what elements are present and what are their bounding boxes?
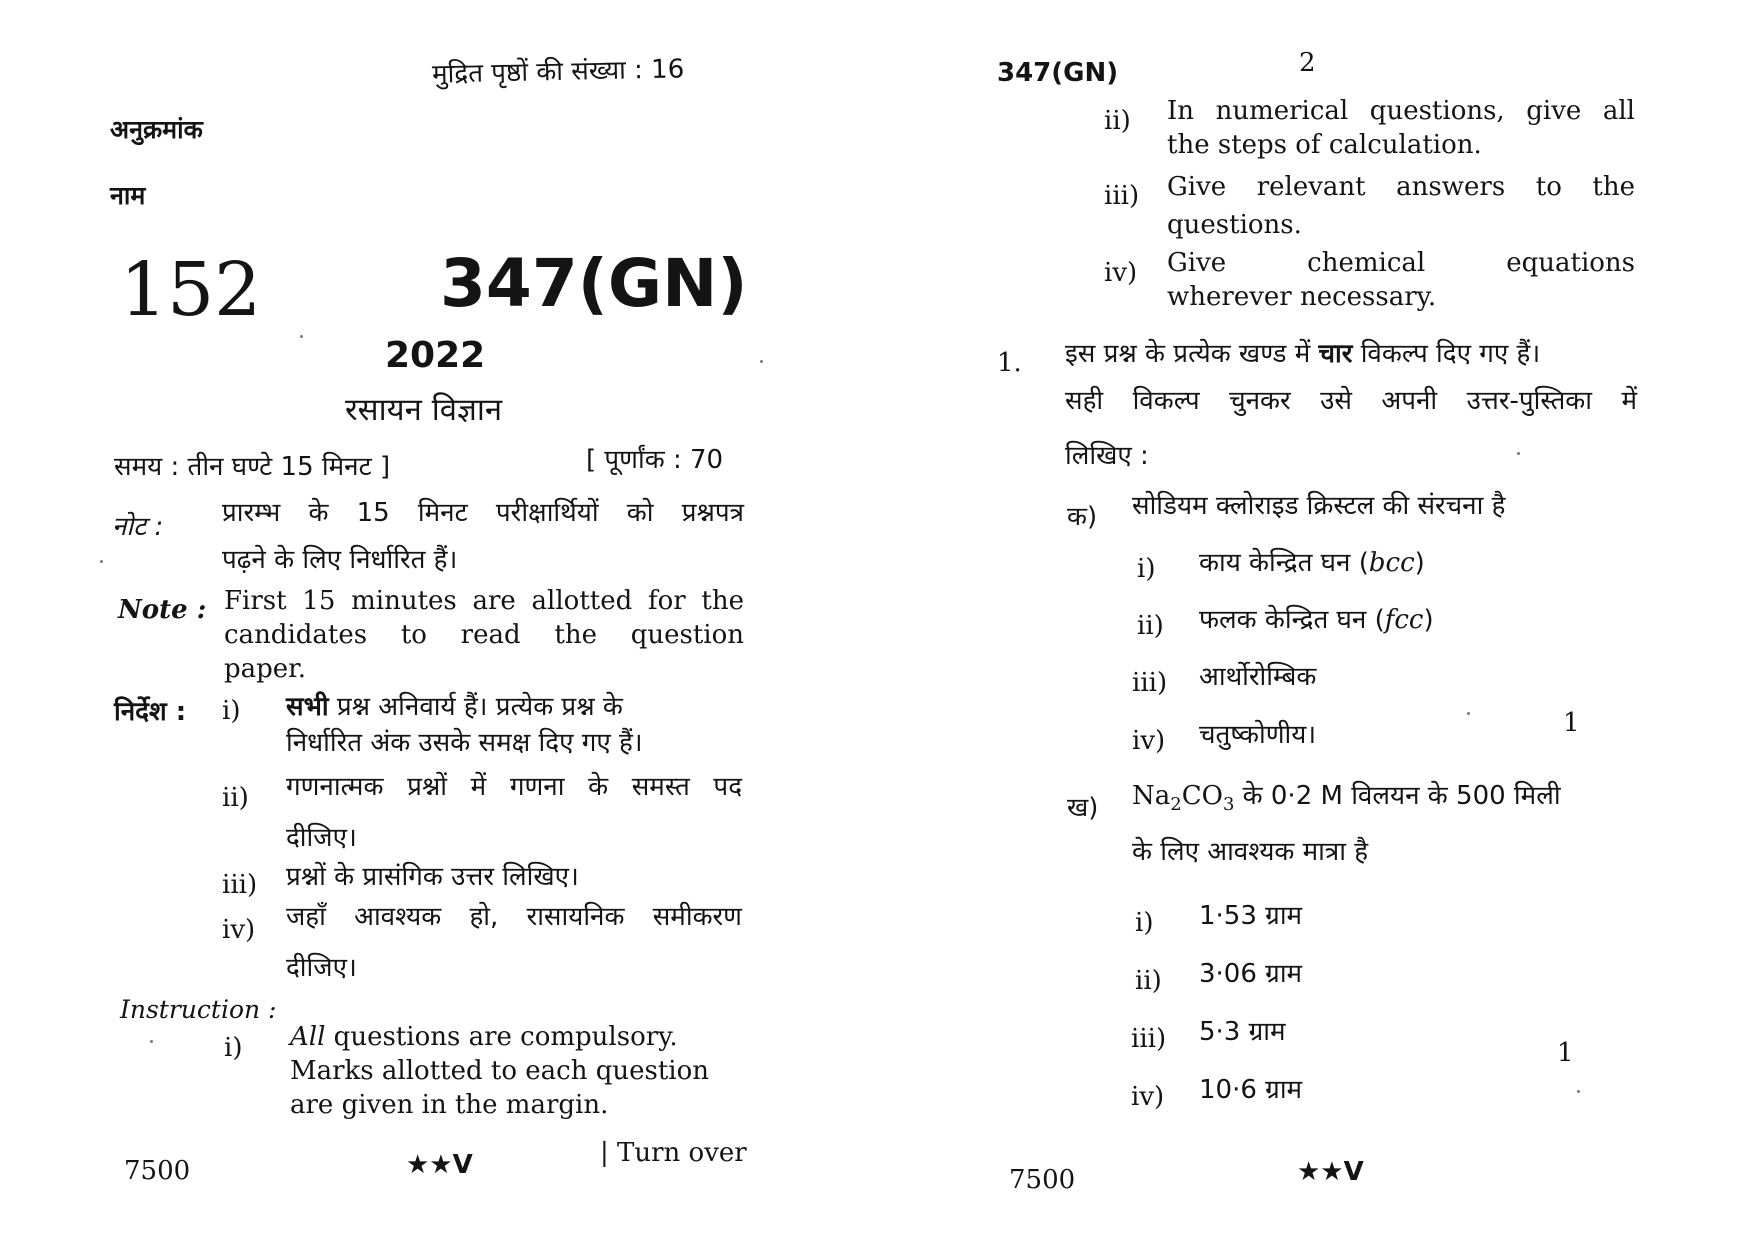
footer-copy-count: 7500	[1009, 1165, 1076, 1195]
option-number: iv)	[1132, 726, 1166, 756]
part-b-marks: 1	[1557, 1038, 1574, 1068]
question-1-line2: सही विकल्प चुनकर उसे अपनी उत्तर-पुस्तिका में	[1065, 386, 1637, 416]
instruction-hindi-2-line1: गणनात्मक प्रश्नों में गणना के समस्त पद	[286, 772, 742, 802]
note-en-line1: First 15 minutes are allotted for the	[224, 586, 744, 616]
instruction-en-line1: All questions are compulsory.	[290, 1022, 678, 1052]
printed-pages-count: मुद्रित पृष्ठों की संख्या : 16	[431, 54, 685, 90]
option-number: i)	[1135, 908, 1154, 938]
option-number: ii)	[1137, 611, 1164, 641]
speck	[100, 560, 103, 563]
part-a-stem: सोडियम क्लोराइड क्रिस्टल की संरचना है	[1132, 491, 1506, 521]
footer-copy-count: 7500	[124, 1156, 191, 1186]
speck	[1467, 712, 1470, 715]
instruction-en-iv-line1: Give chemical equations	[1167, 248, 1635, 278]
option-number: iv)	[1131, 1082, 1165, 1112]
instruction-en-line3: are given in the margin.	[290, 1090, 609, 1120]
footer-set-mark: ★★V	[406, 1150, 473, 1180]
instruction-en-num: ii)	[1104, 106, 1131, 136]
subject-title: रसायन विज्ञान	[345, 392, 503, 428]
roll-number-label: अनुक्रमांक	[110, 115, 203, 144]
option-number: iii)	[1132, 668, 1168, 698]
option-a-ii: फलक केन्द्रित घन (fcc)	[1199, 605, 1434, 635]
footer-turn-over: | Turn over	[600, 1138, 747, 1168]
part-b-label: ख)	[1067, 793, 1099, 823]
option-a-iii: आर्थोरोम्बिक	[1199, 662, 1317, 692]
speck	[760, 360, 763, 363]
option-number: i)	[1137, 554, 1156, 584]
instruction-en-iv-line2: wherever necessary.	[1167, 282, 1437, 312]
bold-word-four: चार	[1318, 339, 1353, 369]
part-b-stem-line1: $Na_2CO_3$ के 0·2 M विलयन के 500 मिली	[1132, 781, 1561, 816]
option-number: iii)	[1131, 1024, 1167, 1054]
max-marks: [ पूर्णांक : 70	[586, 445, 724, 475]
speck	[150, 1040, 153, 1043]
page-number: 2	[1299, 48, 1316, 78]
italic-word-all: All	[290, 1022, 326, 1052]
instruction-en-label: Instruction :	[120, 995, 277, 1024]
right-paper-code: 347(GN)	[997, 58, 1119, 88]
right-page	[877, 0, 1754, 1241]
instruction-hindi-1-line2: निर्धारित अंक उसके समक्ष दिए गए हैं।	[286, 728, 643, 758]
instruction-hindi-1-line1: सभी प्रश्न अनिवार्य हैं। प्रत्येक प्रश्न के	[286, 692, 623, 722]
option-b-i: 1·53 ग्राम	[1199, 901, 1303, 931]
option-b-ii: 3·06 ग्राम	[1199, 959, 1303, 989]
note-hindi-line2: पढ़ने के लिए निर्धारित हैं।	[222, 545, 458, 575]
question-1-line1: इस प्रश्न के प्रत्येक खण्ड में चार विकल्प दिए गए हैं।	[1065, 339, 1541, 369]
instruction-hindi-3-line1: प्रश्नों के प्रासंगिक उत्तर लिखिए।	[286, 862, 579, 892]
speck	[1517, 452, 1520, 455]
instruction-hindi-2-line2: दीजिए।	[286, 823, 357, 853]
option-b-iii: 5·3 ग्राम	[1199, 1017, 1286, 1047]
instruction-hindi-num: i)	[222, 696, 241, 726]
option-number: ii)	[1135, 966, 1162, 996]
part-a-marks: 1	[1563, 708, 1580, 738]
part-a-label: क)	[1067, 502, 1098, 532]
instruction-hindi-num: iv)	[222, 915, 256, 945]
booklet-code: 152	[120, 247, 262, 333]
instruction-en-iii-line1: Give relevant answers to the	[1167, 172, 1635, 202]
footer-set-mark: ★★V	[1297, 1157, 1364, 1187]
instruction-en-num: iii)	[1104, 181, 1140, 211]
instruction-en-num: i)	[224, 1033, 243, 1063]
note-en-line3: paper.	[224, 654, 307, 684]
note-hindi-label: नोट :	[112, 512, 164, 542]
instruction-hindi-4-line1: जहाँ आवश्यक हो, रासायनिक समीकरण	[286, 902, 742, 932]
time-duration: समय : तीन घण्टे 15 मिनट ]	[114, 452, 391, 482]
option-b-iv: 10·6 ग्राम	[1199, 1075, 1303, 1105]
question-1-line3: लिखिए :	[1065, 441, 1149, 471]
bold-word-all: सभी	[286, 692, 329, 722]
speck	[300, 335, 303, 338]
option-a-i: काय केन्द्रित घन (bcc)	[1199, 548, 1425, 578]
instruction-en-line2: Marks allotted to each question	[290, 1056, 709, 1086]
paper-code: 347(GN)	[440, 245, 748, 322]
name-label: नाम	[110, 181, 146, 210]
instructions-hindi-label: निर्देश :	[114, 697, 187, 727]
part-b-stem-line2: के लिए आवश्यक मात्रा है	[1132, 837, 1369, 867]
exam-year: 2022	[385, 335, 486, 376]
instruction-en-ii-line2: the steps of calculation.	[1167, 130, 1482, 160]
instruction-hindi-num: iii)	[222, 870, 258, 900]
instruction-hindi-num: ii)	[222, 783, 249, 813]
instruction-hindi-4-line2: दीजिए।	[286, 953, 357, 983]
option-a-iv: चतुष्कोणीय।	[1199, 720, 1317, 750]
speck	[1577, 1090, 1580, 1093]
instruction-en-ii-line1: In numerical questions, give all	[1167, 96, 1635, 126]
instruction-en-num: iv)	[1104, 258, 1138, 288]
instruction-en-iii-line2: questions.	[1167, 210, 1302, 240]
note-en-label: Note :	[118, 595, 207, 625]
note-hindi-line1: प्रारम्भ के 15 मिनट परीक्षार्थियों को प्रश्नपत्र	[222, 498, 744, 528]
question-number: 1.	[997, 348, 1022, 378]
note-en-line2: candidates to read the question	[224, 620, 744, 650]
